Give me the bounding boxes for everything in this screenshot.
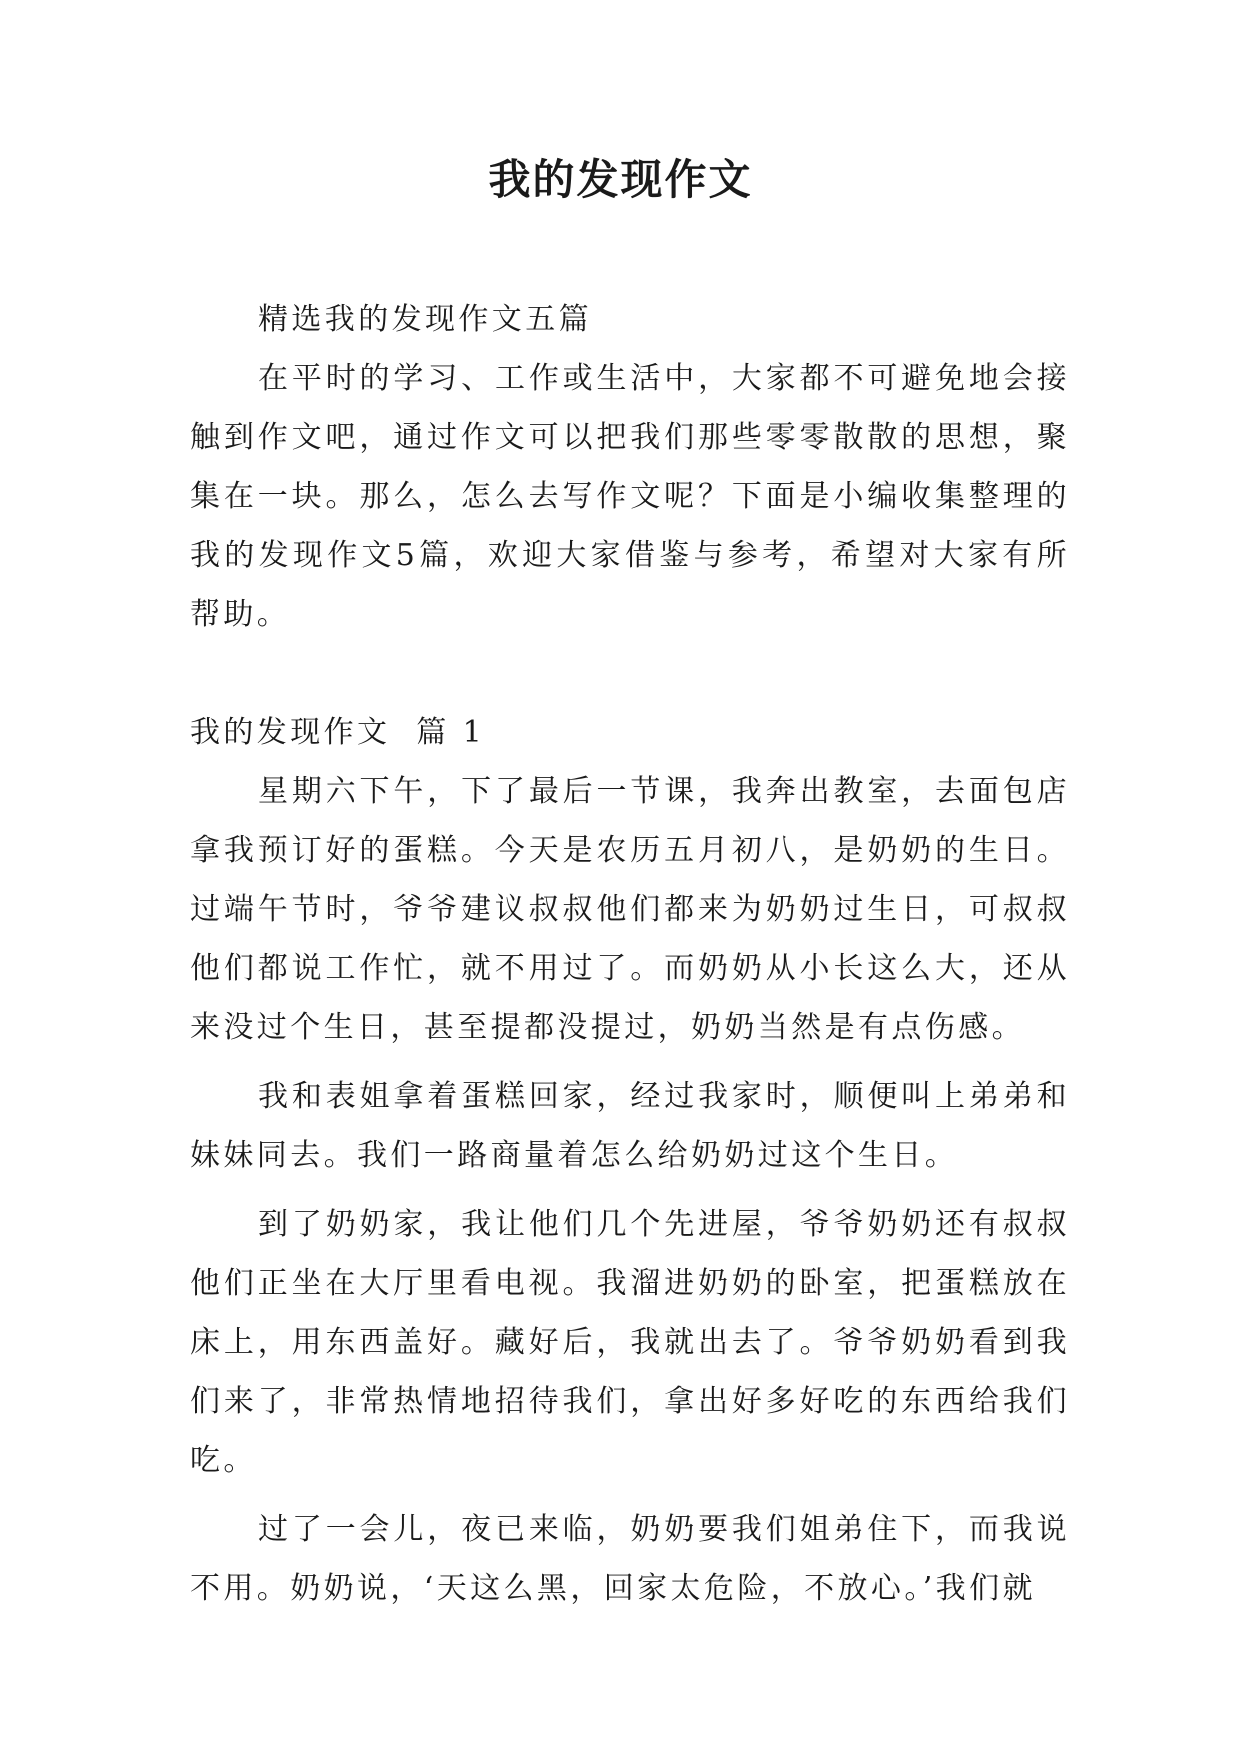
body-paragraph: 星期六下午，下了最后一节课，我奔出教室，去面包店拿我预订好的蛋糕。今天是农历五月初八，是奶奶的生日。过端午节时，爷爷建议叔叔他们都来为奶奶过生日，可叔叔他们都说工作忙，就不用过了。而奶奶从小长这么大，还从来没过个生日，甚至提都没提过，奶奶当然是有点伤感。	[190, 774, 1070, 1045]
section-heading: 我的发现作文 篇 1	[190, 715, 486, 750]
intro-paragraph: 在平时的学习、工作或生活中，大家都不可避免地会接触到作文吧，通过作文可以把我们那些零零散散的思想，聚集在一块。那么，怎么去写作文呢？下面是小编收集整理的我的发现作文5篇，欢迎大家借鉴与参考，希望对大家有所帮助。	[190, 361, 1070, 632]
body-paragraph: 到了奶奶家，我让他们几个先进屋，爷爷奶奶还有叔叔他们正坐在大厅里看电视。我溜进奶奶的卧室，把蛋糕放在床上，用东西盖好。藏好后，我就出去了。爷爷奶奶看到我们来了，非常热情地招待我们，拿出好多好吃的东西给我们吃。	[190, 1207, 1070, 1478]
document-body	[190, 290, 1070, 1618]
document-title: 我的发现作文	[488, 155, 753, 204]
body-paragraph: 我和表姐拿着蛋糕回家，经过我家时，顺便叫上弟弟和妹妹同去。我们一路商量着怎么给奶奶过这个生日。	[190, 1079, 1070, 1173]
subtitle: 精选我的发现作文五篇	[258, 302, 592, 337]
body-paragraph: 过了一会儿，夜已来临，奶奶要我们姐弟住下，而我说不用。奶奶说，‘天这么黑，回家太危险，不放心。’我们就	[190, 1512, 1070, 1606]
